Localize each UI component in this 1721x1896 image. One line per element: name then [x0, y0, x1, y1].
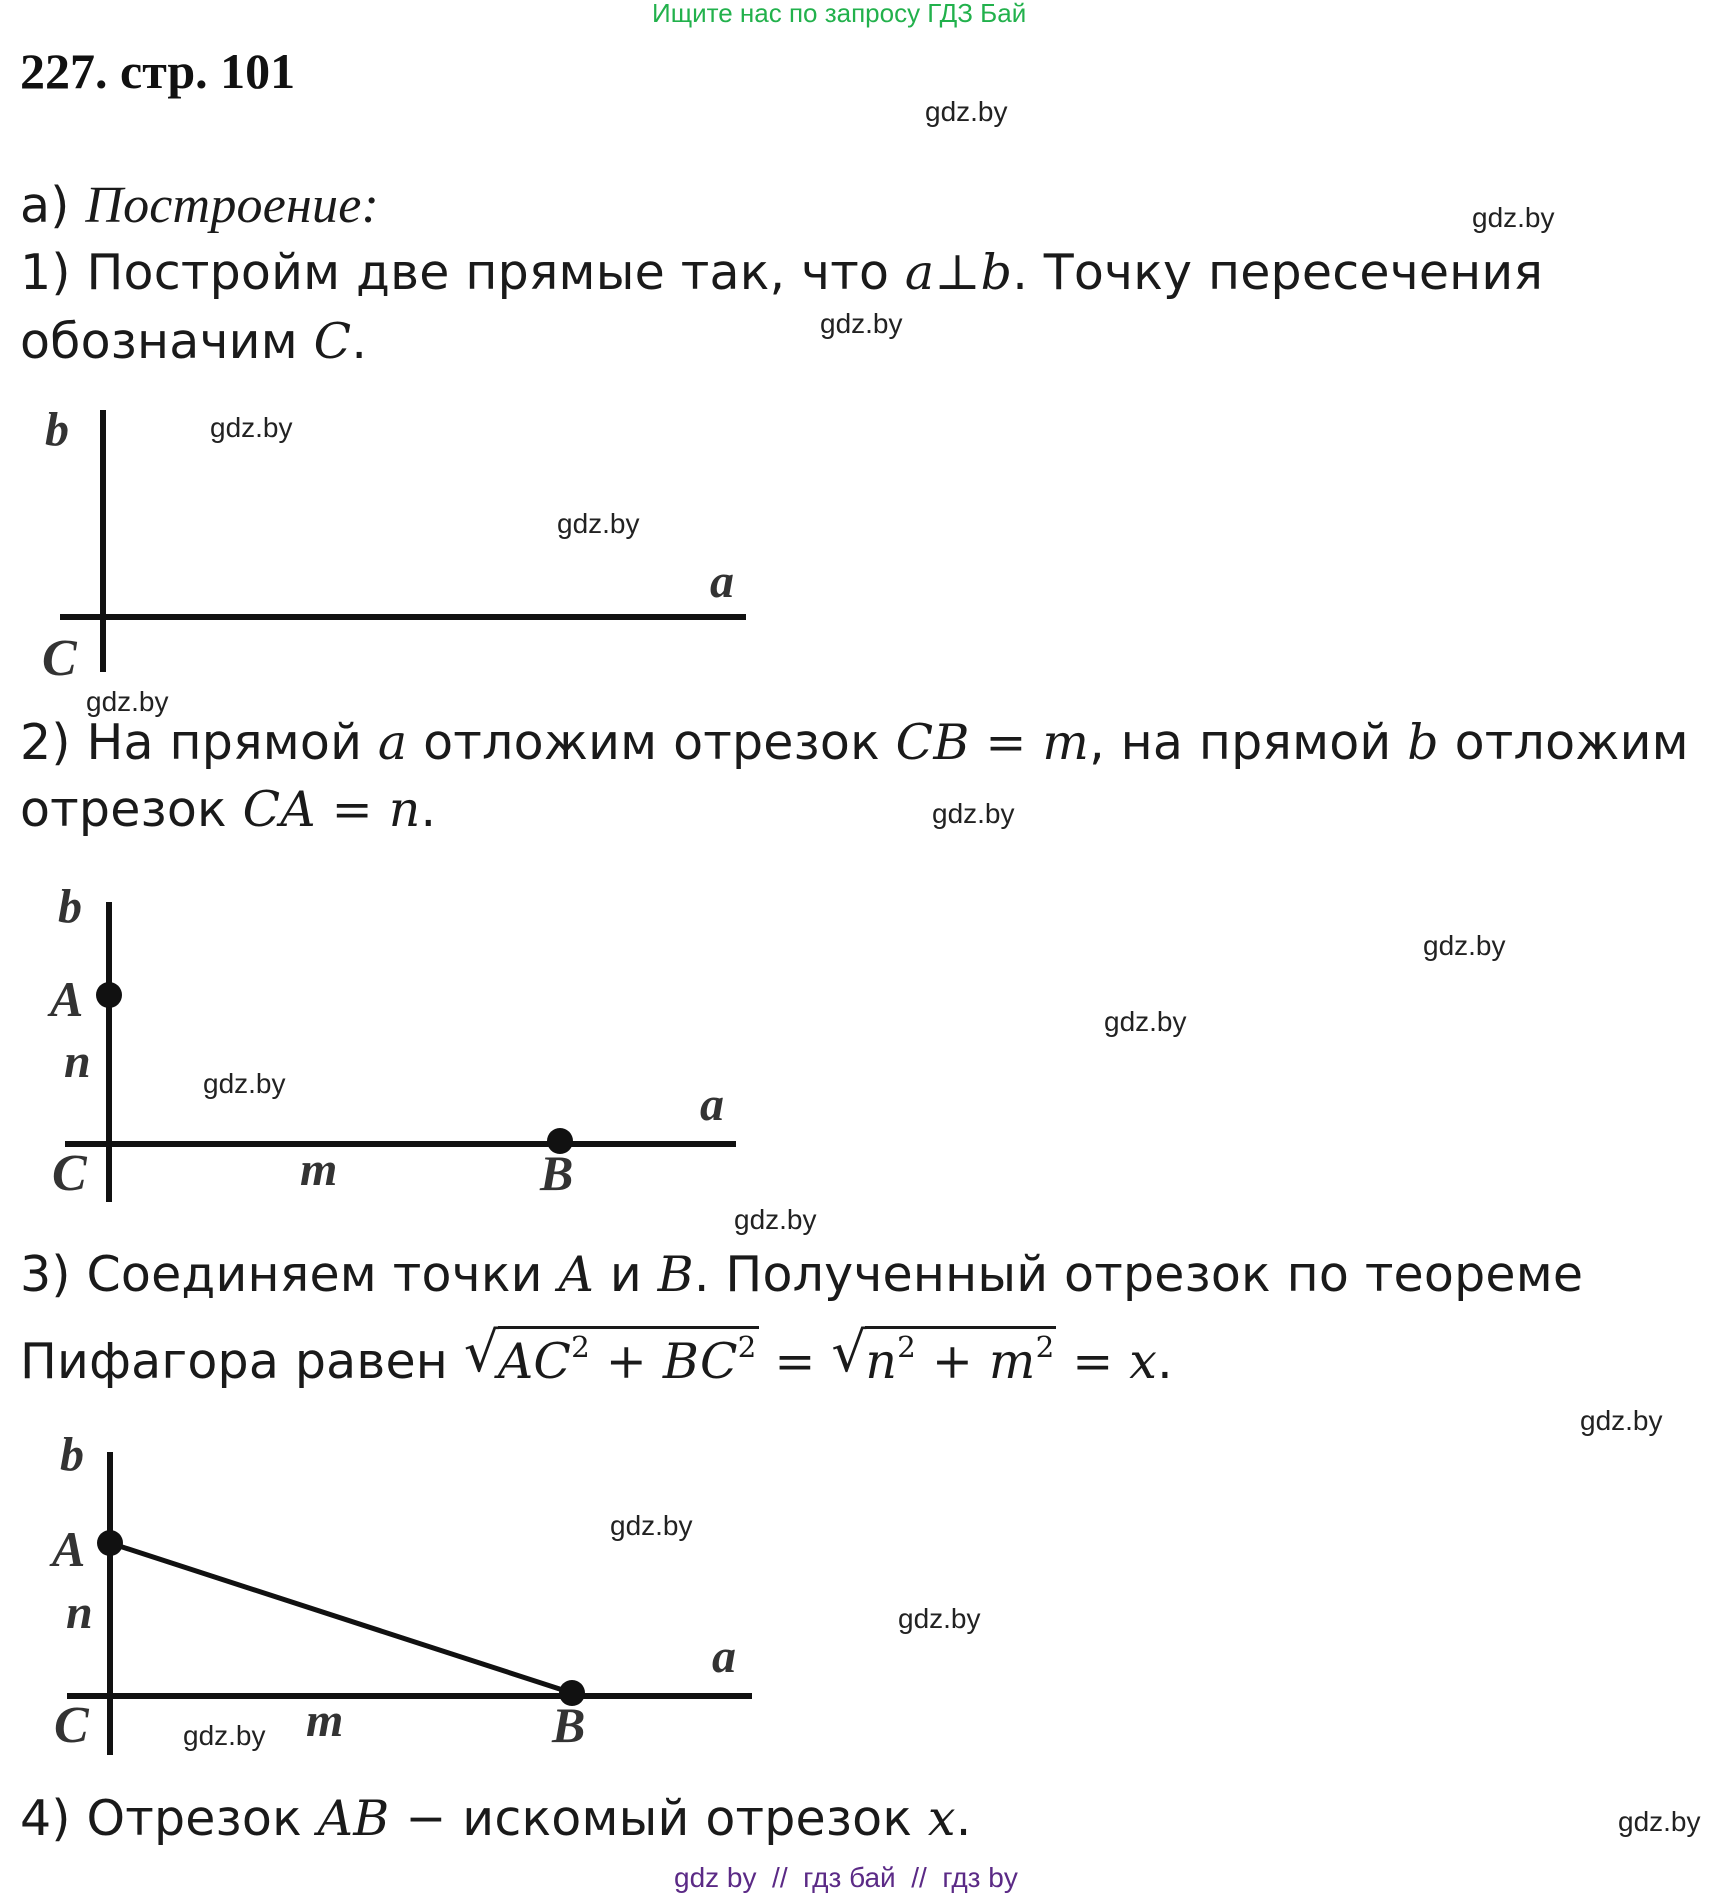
label-C: C	[42, 630, 77, 687]
segment-AB	[110, 1543, 572, 1693]
label-a: a	[710, 555, 734, 608]
point-A	[97, 1530, 123, 1556]
watermark: gdz.by	[820, 308, 903, 339]
label-b: b	[45, 403, 69, 456]
diagram-segments	[0, 870, 760, 1215]
sqrt-n-m: √ $n^2 + m^2$	[831, 1320, 1055, 1390]
watermark: gdz.by	[610, 1510, 693, 1541]
point-A	[96, 982, 122, 1008]
watermark: gdz.by	[1472, 202, 1555, 233]
label-B: B	[552, 1697, 586, 1753]
watermark: gdz.by	[925, 96, 1008, 127]
label-a: a	[700, 1078, 724, 1131]
watermark: gdz.by	[898, 1603, 981, 1634]
watermark: gdz.by	[183, 1720, 266, 1751]
watermark: gdz.by	[1104, 1006, 1187, 1037]
sqrt-ac-bc: √ $AC^2 + BC^2$	[463, 1320, 757, 1390]
label-A: A	[52, 1521, 86, 1577]
label-n: n	[64, 1035, 91, 1088]
label-A: A	[50, 971, 84, 1027]
step-1-line-1: 1) Постройм две прямые так, что a⊥b. Точку пересечения	[20, 244, 1544, 301]
watermark: gdz.by	[210, 412, 293, 443]
step-4-line: 4) Отрезок AB − искомый отрезок x.	[20, 1790, 972, 1847]
step-3-line-1: 3) Соединяем точки A и B. Полученный отрезок по теореме	[20, 1246, 1584, 1303]
diagram-perpendicular-lines	[0, 400, 760, 690]
step-2-line-2: отрезок CA = n.	[20, 781, 437, 838]
label-C: C	[52, 1145, 87, 1202]
watermark: gdz.by	[734, 1204, 817, 1235]
label-a: a	[712, 1630, 736, 1683]
step-3-line-2: Пифагора равен √ $AC^2 + BC^2$ = √ $n^2 + m^2 = x$.	[20, 1320, 1173, 1390]
label-n: n	[66, 1586, 93, 1639]
label-B: B	[540, 1145, 574, 1201]
footer-links: gdz by // гдз бай // гдз by	[674, 1862, 1018, 1893]
watermark: gdz.by	[557, 508, 640, 539]
step-1-line-2: обозначим C.	[20, 313, 368, 370]
label-m: m	[306, 1694, 344, 1747]
label-C: C	[54, 1697, 89, 1754]
diagram-triangle	[0, 1420, 770, 1765]
watermark: gdz.by	[932, 798, 1015, 829]
page-title: 227. стр. 101	[20, 43, 296, 99]
search-banner: Ищите нас по запросу ГДЗ Бай	[652, 0, 1027, 28]
step-2-line-1: 2) На прямой a отложим отрезок CB = m, на прямой b отложим	[20, 714, 1689, 771]
label-b: b	[58, 880, 82, 933]
watermark: gdz.by	[203, 1068, 286, 1099]
watermark: gdz.by	[1580, 1405, 1663, 1436]
label-m: m	[300, 1143, 338, 1196]
label-b: b	[60, 1428, 84, 1481]
watermark: gdz.by	[1423, 930, 1506, 961]
watermark: gdz.by	[86, 686, 169, 717]
watermark: gdz.by	[1618, 1806, 1701, 1837]
section-heading: а) Построение:	[20, 177, 379, 234]
